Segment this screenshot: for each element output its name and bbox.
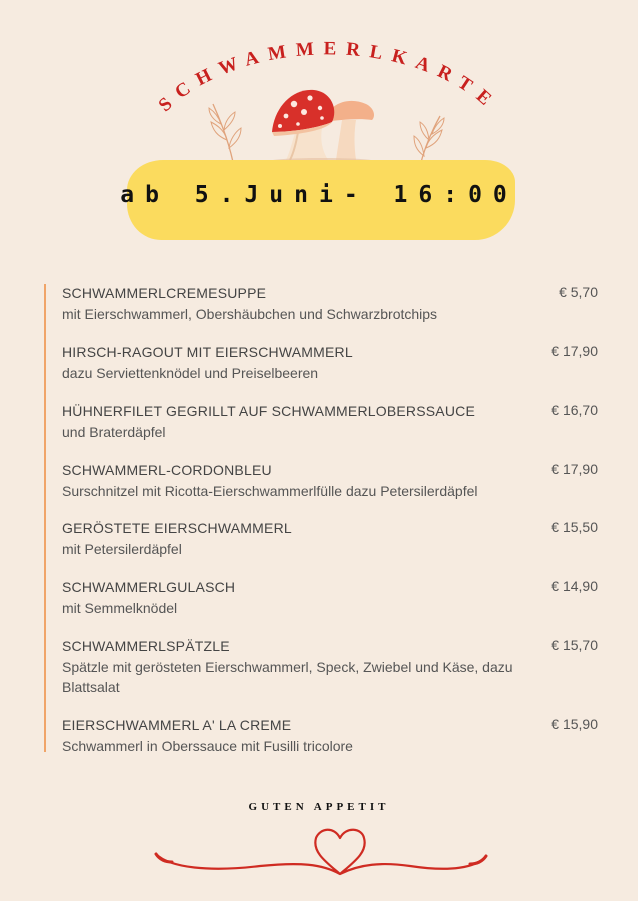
menu-item-name: SCHWAMMERL-CORDONBLEU [62,462,272,478]
leaf-branch-left-icon [205,100,245,164]
menu-item-price: € 17,90 [551,343,598,359]
menu-item-description: Spätzle mit gerösteten Eierschwammerl, Speck, Zwiebel und Käse, dazu Blattsalat [62,659,513,695]
menu-item [62,637,606,697]
menu-item [62,461,606,501]
menu-item-description: dazu Serviettenknödel und Preiselbeeren [62,365,319,381]
menu-item-price: € 5,70 [559,284,598,300]
menu-item-description: Schwammerl in Oberssauce mit Fusilli tricolore [62,738,353,754]
menu-item-description: mit Semmelknödel [62,600,178,616]
menu-item [62,402,606,442]
menu-item [62,578,606,618]
menu-item-price: € 16,70 [551,402,598,418]
menu-item [62,519,606,559]
menu-list [44,284,606,752]
menu-item-name: HIRSCH-RAGOUT MIT EIERSCHWAMMERL [62,344,353,360]
menu-item-description: mit Eierschwammerl, Obershäubchen und Schwarzbrotchips [62,306,438,322]
menu-item [62,716,606,756]
heart-flourish-icon [150,824,490,884]
menu-item-name: SCHWAMMERLGULASCH [62,579,236,595]
menu-item-name: SCHWAMMERLCREMESUPPE [62,285,267,301]
menu-item [62,284,606,324]
menu-item-name: EIERSCHWAMMERL A' LA CREME [62,717,292,733]
menu-item-price: € 14,90 [551,578,598,594]
menu-item [62,343,606,383]
date-line: ab 5.Juni- 16:00 [120,182,518,208]
menu-item-description: mit Petersilerdäpfel [62,541,182,557]
menu-item-name: SCHWAMMERLSPÄTZLE [62,638,230,654]
menu-item-name: GERÖSTETE EIERSCHWAMMERL [62,520,292,536]
menu-item-description: Surschnitzel mit Ricotta-Eierschwammerlfülle dazu Petersilerdäpfel [62,483,478,499]
menu-item-description: und Braterdäpfel [62,424,166,440]
menu-item-price: € 15,50 [551,519,598,535]
menu-item-price: € 17,90 [551,461,598,477]
footer-text: GUTEN APPETIT [248,801,390,813]
menu-item-price: € 15,70 [551,637,598,653]
menu-item-price: € 15,90 [551,716,598,732]
menu-item-name: HÜHNERFILET GEGRILLT AUF SCHWAMMERLOBERSSAUCE [62,403,475,419]
mushroom-icon [262,82,382,164]
menu-title-text: SCHWAMMERLKARTE [154,38,503,117]
